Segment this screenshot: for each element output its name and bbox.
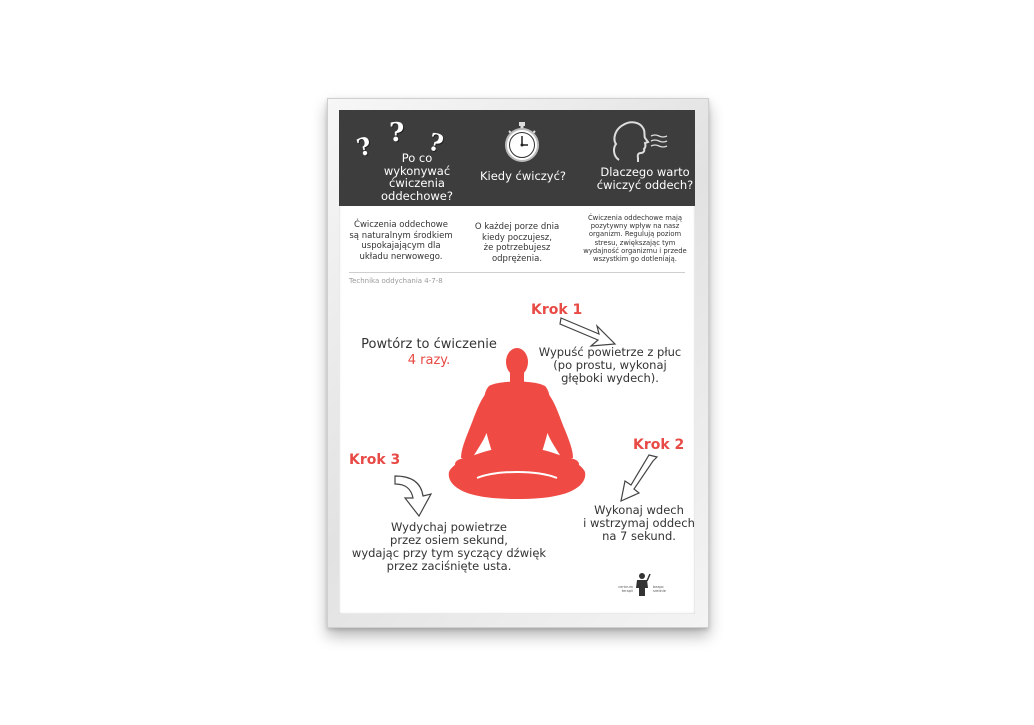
col3-description: Ćwiczenia oddechowe mają pozytywny wpływ na nasz organizm. Regulują poziom stresu, zwiększając tym wydajność organizmu i przede wszystkim go dotleniają. <box>583 214 687 264</box>
repeat-line1: Powtórz to ćwiczenie <box>361 337 497 352</box>
divider <box>349 272 685 273</box>
logo-icon <box>633 572 651 598</box>
col1-title: Po co wykonywać ćwiczenia oddechowe? <box>381 151 453 203</box>
stopwatch-icon <box>504 122 540 164</box>
step2-text: Wykonaj wdech i wstrzymaj oddech na 7 sekund. <box>583 503 695 543</box>
logo-text-right: bezpo srednie <box>653 585 666 593</box>
breathing-head-icon <box>611 120 669 164</box>
question-mark-icon: ? <box>353 130 375 163</box>
technique-label: Technika oddychania 4-7-8 <box>349 277 443 285</box>
col2-description: O każdej porze dnia kiedy poczujesz, że potrzebujesz odprężenia. <box>474 222 560 264</box>
col1-description: Ćwiczenia oddechowe są naturalnym środkiem uspokajającym dla układu nerwowego. <box>349 220 453 262</box>
step2-label: Krok 2 <box>633 437 685 453</box>
col3-title: Dlaczego warto ćwiczyć oddech? <box>596 165 694 192</box>
col2-title: Kiedy ćwiczyć? <box>479 169 567 183</box>
question-mark-icon: ? <box>389 118 405 148</box>
repeat-line2: 4 razy. <box>407 353 451 368</box>
step3-label: Krok 3 <box>349 452 401 468</box>
meditation-figure-icon <box>447 346 587 518</box>
step3-text: Wydychaj powietrze przez osiem sekund, wydając przy tym syczący dźwięk przez zaciśnięte usta. <box>351 520 547 573</box>
step1-label: Krok 1 <box>531 302 583 318</box>
question-mark-icon: ? <box>425 126 447 159</box>
logo-text-left: centrum terapii <box>618 585 633 593</box>
step1-text: Wypuść powietrze z płuc (po prostu, wykonaj głęboki wydech). <box>538 345 682 385</box>
arrow-icon <box>393 472 437 518</box>
arrow-icon <box>617 455 661 503</box>
header-bar <box>339 110 695 206</box>
poster-frame <box>327 98 709 628</box>
poster <box>339 110 695 614</box>
